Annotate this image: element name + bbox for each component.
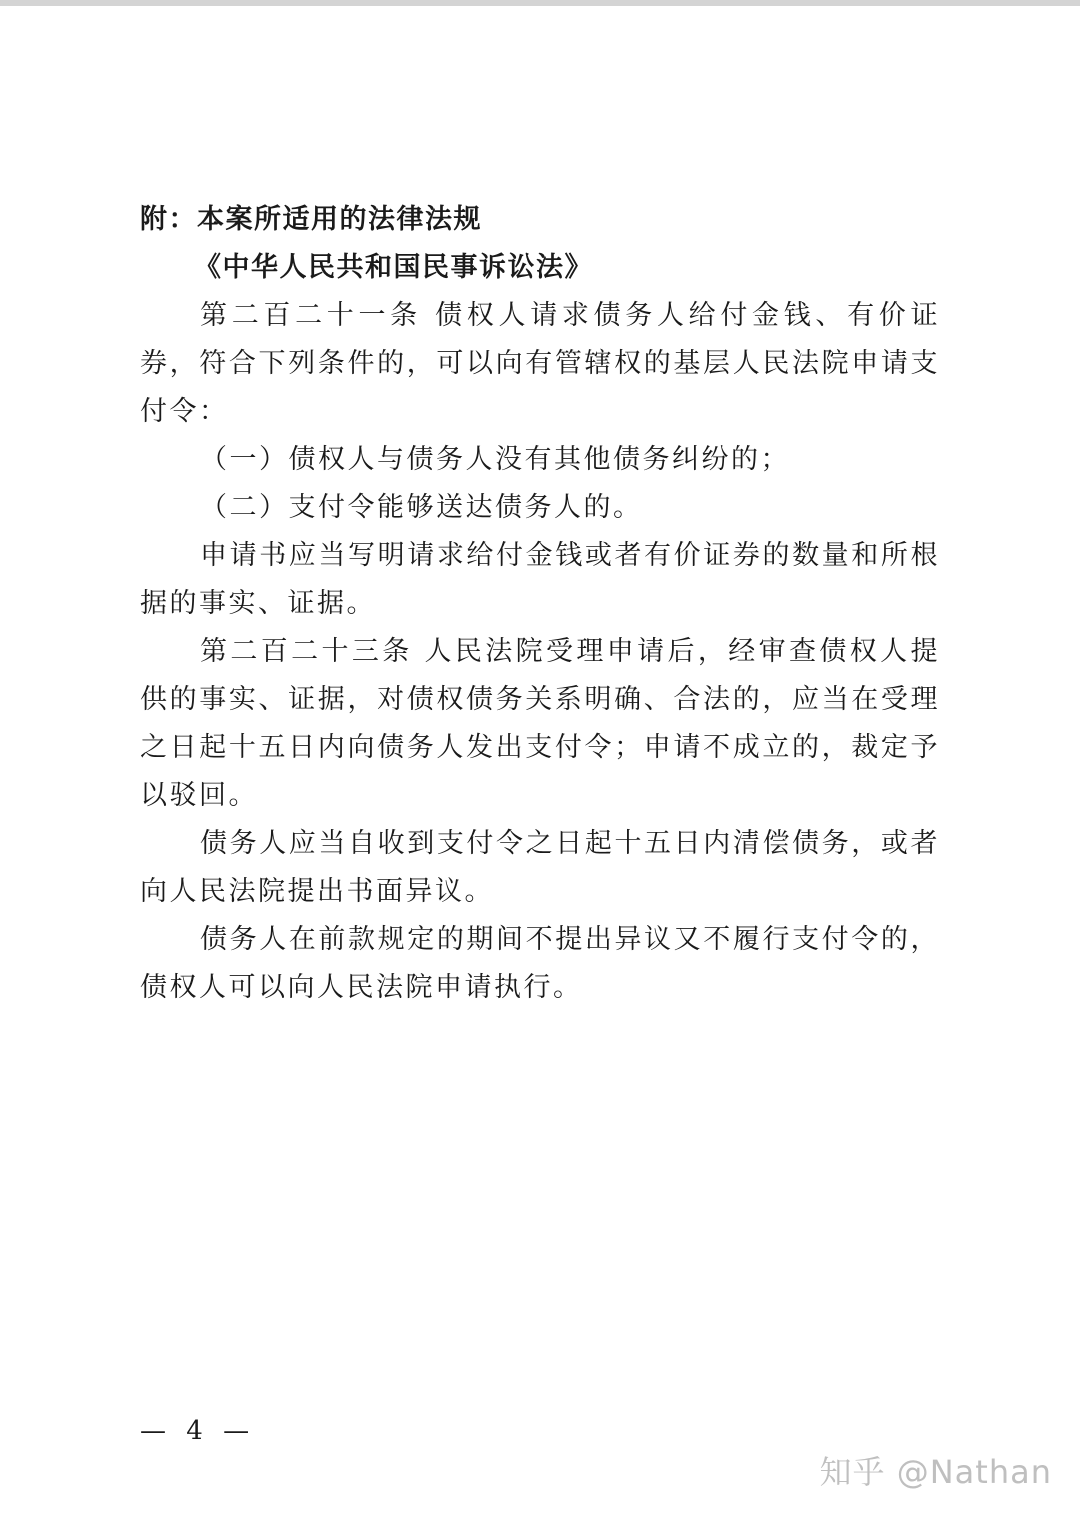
- document-page: [140, 196, 940, 1012]
- top-border: [0, 0, 1080, 6]
- law-title: 《中华人民共和国民事诉讼法》: [194, 252, 593, 283]
- application-content-paragraph: 申请书应当写明请求给付金钱或者有价证券的数量和所根据的事实、证据。: [140, 540, 940, 619]
- enforcement-paragraph: 债务人在前款规定的期间不提出异议又不履行支付令的，债权人可以向人民法院申请执行。: [140, 924, 940, 1003]
- appendix-heading: 附：本案所适用的法律法规: [140, 204, 482, 235]
- watermark: 知乎 @Nathan: [819, 1453, 1052, 1491]
- condition-item-1: （一）债权人与债务人没有其他债务纠纷的；: [200, 444, 790, 475]
- page-number: — 4 —: [140, 1416, 256, 1446]
- debtor-obligation-paragraph: 债务人应当自收到支付令之日起十五日内清偿债务，或者向人民法院提出书面异议。: [140, 828, 940, 907]
- article-221-paragraph: 第二百二十一条 债权人请求债务人给付金钱、有价证券，符合下列条件的，可以向有管辖权的基层人民法院申请支付令：: [140, 300, 940, 427]
- article-223-paragraph: 第二百二十三条 人民法院受理申请后，经审查债权人提供的事实、证据，对债权债务关系明确、合法的，应当在受理之日起十五日内向债务人发出支付令；申请不成立的，裁定予以驳回。: [140, 636, 940, 811]
- condition-item-2: （二）支付令能够送达债务人的。: [200, 492, 643, 523]
